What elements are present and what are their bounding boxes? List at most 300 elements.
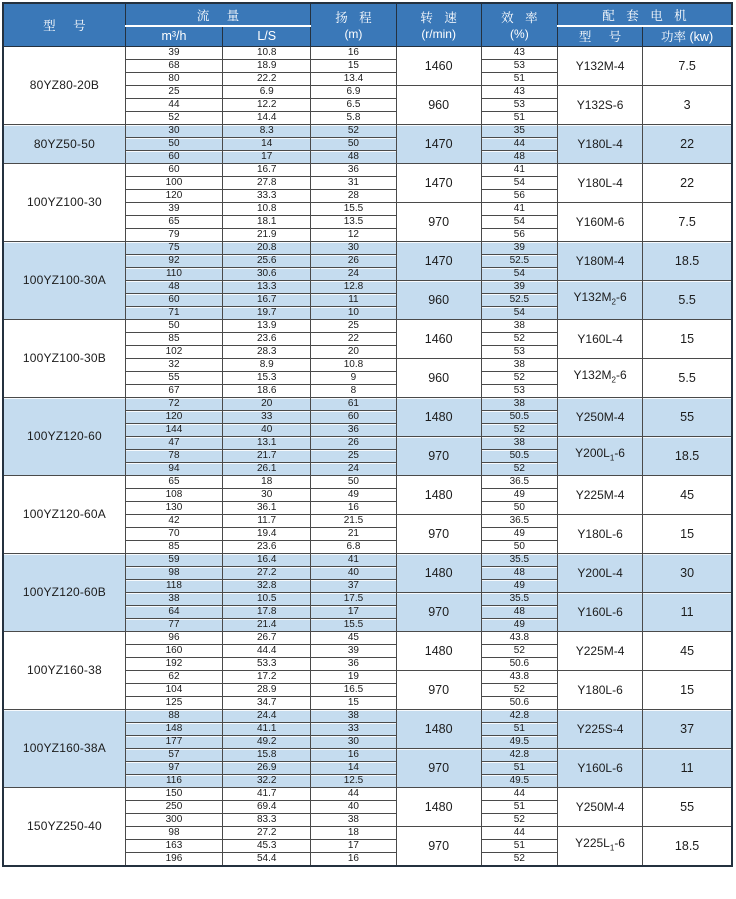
head-cell: 45 xyxy=(311,631,396,644)
header-efficiency-label: 效 率 xyxy=(501,11,542,26)
flow-ls-cell: 18.6 xyxy=(223,384,311,397)
flow-m3h-cell: 47 xyxy=(125,436,222,449)
flow-m3h-cell: 102 xyxy=(125,345,222,358)
flow-ls-cell: 27.2 xyxy=(223,826,311,839)
flow-m3h-cell: 94 xyxy=(125,462,222,475)
head-cell: 33 xyxy=(311,722,396,735)
head-cell: 10 xyxy=(311,306,396,319)
flow-ls-cell: 16.4 xyxy=(223,553,311,566)
header-efficiency xyxy=(481,3,557,46)
flow-ls-cell: 26.7 xyxy=(223,631,311,644)
head-cell: 6.8 xyxy=(311,540,396,553)
efficiency-cell: 53 xyxy=(481,345,557,358)
efficiency-cell: 44 xyxy=(481,137,557,150)
speed-cell: 1460 xyxy=(396,319,481,358)
motor-power-cell: 37 xyxy=(643,709,732,748)
flow-ls-cell: 34.7 xyxy=(223,696,311,709)
flow-ls-cell: 30.6 xyxy=(223,267,311,280)
efficiency-cell: 38 xyxy=(481,319,557,332)
head-cell: 40 xyxy=(311,800,396,813)
flow-ls-cell: 28.9 xyxy=(223,683,311,696)
motor-model-cell: Y225M-4 xyxy=(557,631,642,670)
model-cell: 100YZ120-60A xyxy=(3,475,125,553)
head-cell: 31 xyxy=(311,176,396,189)
motor-power-cell: 18.5 xyxy=(643,241,732,280)
flow-m3h-cell: 118 xyxy=(125,579,222,592)
flow-ls-cell: 6.9 xyxy=(223,85,311,98)
flow-m3h-cell: 75 xyxy=(125,241,222,254)
efficiency-cell: 50.6 xyxy=(481,657,557,670)
flow-m3h-cell: 60 xyxy=(125,163,222,176)
flow-ls-cell: 14 xyxy=(223,137,311,150)
model-cell: 100YZ120-60 xyxy=(3,397,125,475)
head-cell: 15.5 xyxy=(311,618,396,631)
motor-model-cell: $Y132M_2-6$ xyxy=(557,358,642,397)
flow-m3h-cell: 72 xyxy=(125,397,222,410)
flow-ls-cell: 30 xyxy=(223,488,311,501)
head-cell: 44 xyxy=(311,787,396,800)
model-cell: 100YZ160-38A xyxy=(3,709,125,787)
head-cell: 24 xyxy=(311,267,396,280)
efficiency-cell: 51 xyxy=(481,72,557,85)
head-cell: 61 xyxy=(311,397,396,410)
head-cell: 5.8 xyxy=(311,111,396,124)
flow-m3h-cell: 60 xyxy=(125,293,222,306)
speed-cell: 970 xyxy=(396,748,481,787)
motor-model-cell: Y160L-6 xyxy=(557,748,642,787)
flow-ls-cell: 22.2 xyxy=(223,72,311,85)
efficiency-cell: 44 xyxy=(481,787,557,800)
table-row xyxy=(3,163,732,176)
flow-ls-cell: 54.4 xyxy=(223,852,311,866)
flow-ls-cell: 32.2 xyxy=(223,774,311,787)
head-cell: 17 xyxy=(311,605,396,618)
speed-cell: 970 xyxy=(396,670,481,709)
flow-ls-cell: 8.9 xyxy=(223,358,311,371)
flow-ls-cell: 21.9 xyxy=(223,228,311,241)
flow-m3h-cell: 48 xyxy=(125,280,222,293)
flow-ls-cell: 36.1 xyxy=(223,501,311,514)
table-row xyxy=(3,46,732,59)
efficiency-cell: 36.5 xyxy=(481,475,557,488)
flow-ls-cell: 17 xyxy=(223,150,311,163)
motor-power-cell: 7.5 xyxy=(643,46,732,85)
header-flow-m3h: m³/h xyxy=(125,26,222,46)
head-cell: 14 xyxy=(311,761,396,774)
flow-m3h-cell: 196 xyxy=(125,852,222,866)
efficiency-cell: 38 xyxy=(481,358,557,371)
speed-cell: 970 xyxy=(396,202,481,241)
flow-m3h-cell: 65 xyxy=(125,475,222,488)
head-cell: 30 xyxy=(311,735,396,748)
head-cell: 25 xyxy=(311,319,396,332)
flow-m3h-cell: 116 xyxy=(125,774,222,787)
flow-ls-cell: 19.7 xyxy=(223,306,311,319)
efficiency-cell: 54 xyxy=(481,306,557,319)
model-cell: 100YZ160-38 xyxy=(3,631,125,709)
head-cell: 15.5 xyxy=(311,202,396,215)
flow-m3h-cell: 108 xyxy=(125,488,222,501)
model-cell: 100YZ120-60B xyxy=(3,553,125,631)
flow-ls-cell: 27.2 xyxy=(223,566,311,579)
flow-ls-cell: 16.7 xyxy=(223,293,311,306)
efficiency-cell: 56 xyxy=(481,189,557,202)
header-head-label: 扬 程 xyxy=(335,11,376,26)
flow-ls-cell: 18.1 xyxy=(223,215,311,228)
flow-m3h-cell: 98 xyxy=(125,826,222,839)
motor-power-cell: 22 xyxy=(643,163,732,202)
efficiency-cell: 39 xyxy=(481,280,557,293)
flow-ls-cell: 18 xyxy=(223,475,311,488)
motor-model-cell: Y180L-6 xyxy=(557,514,642,553)
head-cell: 36 xyxy=(311,423,396,436)
flow-m3h-cell: 78 xyxy=(125,449,222,462)
head-cell: 28 xyxy=(311,189,396,202)
flow-m3h-cell: 39 xyxy=(125,202,222,215)
efficiency-cell: 49.5 xyxy=(481,735,557,748)
efficiency-cell: 52 xyxy=(481,813,557,826)
efficiency-cell: 41 xyxy=(481,163,557,176)
efficiency-cell: 50.5 xyxy=(481,449,557,462)
efficiency-cell: 48 xyxy=(481,566,557,579)
flow-m3h-cell: 68 xyxy=(125,59,222,72)
flow-m3h-cell: 60 xyxy=(125,150,222,163)
model-cell: 100YZ100-30B xyxy=(3,319,125,397)
flow-ls-cell: 27.8 xyxy=(223,176,311,189)
speed-cell: 970 xyxy=(396,826,481,866)
flow-ls-cell: 26.9 xyxy=(223,761,311,774)
flow-ls-cell: 17.8 xyxy=(223,605,311,618)
head-cell: 21 xyxy=(311,527,396,540)
table-row xyxy=(3,631,732,644)
efficiency-cell: 50.5 xyxy=(481,410,557,423)
spec-table-body xyxy=(3,46,732,866)
speed-cell: 1470 xyxy=(396,163,481,202)
table-row xyxy=(3,709,732,722)
speed-cell: 960 xyxy=(396,85,481,124)
efficiency-cell: 52 xyxy=(481,644,557,657)
motor-model-cell: Y225S-4 xyxy=(557,709,642,748)
flow-ls-cell: 10.8 xyxy=(223,46,311,59)
efficiency-cell: 42.8 xyxy=(481,748,557,761)
flow-m3h-cell: 85 xyxy=(125,332,222,345)
efficiency-cell: 41 xyxy=(481,202,557,215)
flow-ls-cell: 20 xyxy=(223,397,311,410)
motor-model-cell: Y180L-4 xyxy=(557,163,642,202)
efficiency-cell: 43.8 xyxy=(481,631,557,644)
model-cell: 80YZ80-20B xyxy=(3,46,125,124)
head-cell: 40 xyxy=(311,566,396,579)
flow-ls-cell: 13.1 xyxy=(223,436,311,449)
motor-power-cell: 7.5 xyxy=(643,202,732,241)
head-cell: 60 xyxy=(311,410,396,423)
speed-cell: 1480 xyxy=(396,475,481,514)
flow-m3h-cell: 120 xyxy=(125,189,222,202)
flow-m3h-cell: 62 xyxy=(125,670,222,683)
table-row xyxy=(3,553,732,566)
efficiency-cell: 35.5 xyxy=(481,592,557,605)
efficiency-cell: 49 xyxy=(481,579,557,592)
flow-ls-cell: 18.9 xyxy=(223,59,311,72)
flow-m3h-cell: 150 xyxy=(125,787,222,800)
speed-cell: 960 xyxy=(396,280,481,319)
flow-m3h-cell: 130 xyxy=(125,501,222,514)
flow-m3h-cell: 98 xyxy=(125,566,222,579)
flow-m3h-cell: 100 xyxy=(125,176,222,189)
motor-model-cell: Y132S-6 xyxy=(557,85,642,124)
efficiency-cell: 43 xyxy=(481,46,557,59)
motor-power-cell: 22 xyxy=(643,124,732,163)
head-cell: 13.5 xyxy=(311,215,396,228)
header-row-1 xyxy=(3,3,732,26)
flow-ls-cell: 41.1 xyxy=(223,722,311,735)
flow-m3h-cell: 30 xyxy=(125,124,222,137)
efficiency-cell: 52 xyxy=(481,332,557,345)
speed-cell: 970 xyxy=(396,592,481,631)
flow-m3h-cell: 77 xyxy=(125,618,222,631)
flow-ls-cell: 24.4 xyxy=(223,709,311,722)
head-cell: 16 xyxy=(311,748,396,761)
head-cell: 49 xyxy=(311,488,396,501)
head-cell: 17 xyxy=(311,839,396,852)
model-cell: 150YZ250-40 xyxy=(3,787,125,866)
model-cell: 100YZ100-30A xyxy=(3,241,125,319)
efficiency-cell: 51 xyxy=(481,761,557,774)
speed-cell: 1470 xyxy=(396,241,481,280)
header-speed-unit: (r/min) xyxy=(421,27,456,42)
head-cell: 36 xyxy=(311,163,396,176)
motor-power-cell: 15 xyxy=(643,514,732,553)
flow-m3h-cell: 125 xyxy=(125,696,222,709)
efficiency-cell: 38 xyxy=(481,397,557,410)
efficiency-cell: 54 xyxy=(481,215,557,228)
head-cell: 22 xyxy=(311,332,396,345)
model-cell: 100YZ100-30 xyxy=(3,163,125,241)
motor-model-cell: Y132M-4 xyxy=(557,46,642,85)
flow-ls-cell: 15.8 xyxy=(223,748,311,761)
efficiency-cell: 51 xyxy=(481,800,557,813)
efficiency-cell: 51 xyxy=(481,839,557,852)
head-cell: 11 xyxy=(311,293,396,306)
motor-model-cell: Y160L-4 xyxy=(557,319,642,358)
flow-m3h-cell: 92 xyxy=(125,254,222,267)
flow-ls-cell: 16.7 xyxy=(223,163,311,176)
flow-m3h-cell: 44 xyxy=(125,98,222,111)
motor-power-cell: 45 xyxy=(643,475,732,514)
flow-m3h-cell: 25 xyxy=(125,85,222,98)
head-cell: 21.5 xyxy=(311,514,396,527)
flow-m3h-cell: 59 xyxy=(125,553,222,566)
motor-model-cell: Y200L-4 xyxy=(557,553,642,592)
efficiency-cell: 49 xyxy=(481,488,557,501)
motor-power-cell: 15 xyxy=(643,319,732,358)
efficiency-cell: 52 xyxy=(481,683,557,696)
efficiency-cell: 56 xyxy=(481,228,557,241)
efficiency-cell: 50.6 xyxy=(481,696,557,709)
motor-model-cell: Y160M-6 xyxy=(557,202,642,241)
head-cell: 17.5 xyxy=(311,592,396,605)
flow-m3h-cell: 177 xyxy=(125,735,222,748)
flow-ls-cell: 45.3 xyxy=(223,839,311,852)
head-cell: 37 xyxy=(311,579,396,592)
head-cell: 38 xyxy=(311,813,396,826)
efficiency-cell: 35 xyxy=(481,124,557,137)
head-cell: 13.4 xyxy=(311,72,396,85)
header-flow-ls: L/S xyxy=(223,26,311,46)
flow-m3h-cell: 300 xyxy=(125,813,222,826)
head-cell: 25 xyxy=(311,449,396,462)
speed-cell: 960 xyxy=(396,358,481,397)
flow-ls-cell: 10.8 xyxy=(223,202,311,215)
flow-ls-cell: 83.3 xyxy=(223,813,311,826)
motor-model-cell: Y180M-4 xyxy=(557,241,642,280)
header-motor: 配 套 电 机 xyxy=(557,3,732,26)
flow-ls-cell: 33 xyxy=(223,410,311,423)
speed-cell: 1480 xyxy=(396,553,481,592)
efficiency-cell: 52.5 xyxy=(481,254,557,267)
efficiency-cell: 51 xyxy=(481,111,557,124)
flow-ls-cell: 53.3 xyxy=(223,657,311,670)
flow-m3h-cell: 50 xyxy=(125,319,222,332)
head-cell: 16 xyxy=(311,46,396,59)
flow-ls-cell: 33.3 xyxy=(223,189,311,202)
head-cell: 26 xyxy=(311,436,396,449)
efficiency-cell: 53 xyxy=(481,59,557,72)
motor-power-cell: 5.5 xyxy=(643,358,732,397)
motor-power-cell: 15 xyxy=(643,670,732,709)
efficiency-cell: 53 xyxy=(481,98,557,111)
flow-ls-cell: 14.4 xyxy=(223,111,311,124)
flow-m3h-cell: 144 xyxy=(125,423,222,436)
head-cell: 38 xyxy=(311,709,396,722)
flow-m3h-cell: 192 xyxy=(125,657,222,670)
table-row xyxy=(3,787,732,800)
flow-m3h-cell: 67 xyxy=(125,384,222,397)
pump-spec-table xyxy=(2,2,733,867)
flow-ls-cell: 25.6 xyxy=(223,254,311,267)
motor-model-cell: Y180L-6 xyxy=(557,670,642,709)
head-cell: 12.8 xyxy=(311,280,396,293)
flow-m3h-cell: 50 xyxy=(125,137,222,150)
flow-m3h-cell: 71 xyxy=(125,306,222,319)
header-model: 型 号 xyxy=(3,3,125,46)
header-head-unit: (m) xyxy=(344,27,363,42)
header-motor-power: 功率 (kw) xyxy=(643,26,732,46)
flow-m3h-cell: 42 xyxy=(125,514,222,527)
speed-cell: 1480 xyxy=(396,787,481,826)
head-cell: 50 xyxy=(311,137,396,150)
motor-power-cell: 3 xyxy=(643,85,732,124)
flow-ls-cell: 13.3 xyxy=(223,280,311,293)
efficiency-cell: 52 xyxy=(481,371,557,384)
table-row xyxy=(3,319,732,332)
table-header xyxy=(3,3,732,46)
flow-m3h-cell: 104 xyxy=(125,683,222,696)
efficiency-cell: 52 xyxy=(481,462,557,475)
flow-m3h-cell: 57 xyxy=(125,748,222,761)
flow-m3h-cell: 38 xyxy=(125,592,222,605)
flow-ls-cell: 26.1 xyxy=(223,462,311,475)
flow-m3h-cell: 70 xyxy=(125,527,222,540)
flow-m3h-cell: 88 xyxy=(125,709,222,722)
head-cell: 39 xyxy=(311,644,396,657)
flow-ls-cell: 40 xyxy=(223,423,311,436)
flow-ls-cell: 23.6 xyxy=(223,540,311,553)
table-row xyxy=(3,397,732,410)
model-cell: 80YZ50-50 xyxy=(3,124,125,163)
head-cell: 18 xyxy=(311,826,396,839)
motor-model-cell: Y160L-6 xyxy=(557,592,642,631)
table-row xyxy=(3,475,732,488)
flow-ls-cell: 69.4 xyxy=(223,800,311,813)
header-flow: 流 量 xyxy=(125,3,311,26)
flow-m3h-cell: 52 xyxy=(125,111,222,124)
efficiency-cell: 35.5 xyxy=(481,553,557,566)
header-speed-label: 转 速 xyxy=(420,11,461,26)
head-cell: 16.5 xyxy=(311,683,396,696)
head-cell: 20 xyxy=(311,345,396,358)
efficiency-cell: 50 xyxy=(481,501,557,514)
flow-ls-cell: 21.7 xyxy=(223,449,311,462)
speed-cell: 970 xyxy=(396,436,481,475)
flow-m3h-cell: 79 xyxy=(125,228,222,241)
motor-model-cell: Y180L-4 xyxy=(557,124,642,163)
flow-ls-cell: 49.2 xyxy=(223,735,311,748)
head-cell: 24 xyxy=(311,462,396,475)
header-head xyxy=(311,3,396,46)
head-cell: 52 xyxy=(311,124,396,137)
flow-ls-cell: 19.4 xyxy=(223,527,311,540)
efficiency-cell: 48 xyxy=(481,605,557,618)
flow-m3h-cell: 96 xyxy=(125,631,222,644)
flow-m3h-cell: 250 xyxy=(125,800,222,813)
head-cell: 16 xyxy=(311,501,396,514)
head-cell: 26 xyxy=(311,254,396,267)
flow-m3h-cell: 148 xyxy=(125,722,222,735)
speed-cell: 1460 xyxy=(396,46,481,85)
speed-cell: 970 xyxy=(396,514,481,553)
flow-ls-cell: 28.3 xyxy=(223,345,311,358)
efficiency-cell: 54 xyxy=(481,267,557,280)
flow-m3h-cell: 163 xyxy=(125,839,222,852)
head-cell: 19 xyxy=(311,670,396,683)
efficiency-cell: 52 xyxy=(481,852,557,866)
motor-power-cell: 18.5 xyxy=(643,826,732,866)
head-cell: 9 xyxy=(311,371,396,384)
flow-ls-cell: 41.7 xyxy=(223,787,311,800)
header-efficiency-unit: (%) xyxy=(510,27,529,42)
efficiency-cell: 48 xyxy=(481,150,557,163)
flow-m3h-cell: 120 xyxy=(125,410,222,423)
flow-ls-cell: 15.3 xyxy=(223,371,311,384)
efficiency-cell: 50 xyxy=(481,540,557,553)
table-row xyxy=(3,241,732,254)
flow-ls-cell: 23.6 xyxy=(223,332,311,345)
efficiency-cell: 49.5 xyxy=(481,774,557,787)
efficiency-cell: 43.8 xyxy=(481,670,557,683)
head-cell: 6.5 xyxy=(311,98,396,111)
motor-model-cell: Y225M-4 xyxy=(557,475,642,514)
flow-m3h-cell: 32 xyxy=(125,358,222,371)
flow-m3h-cell: 65 xyxy=(125,215,222,228)
flow-m3h-cell: 80 xyxy=(125,72,222,85)
flow-ls-cell: 8.3 xyxy=(223,124,311,137)
flow-ls-cell: 10.5 xyxy=(223,592,311,605)
flow-ls-cell: 44.4 xyxy=(223,644,311,657)
motor-power-cell: 45 xyxy=(643,631,732,670)
flow-ls-cell: 12.2 xyxy=(223,98,311,111)
efficiency-cell: 52.5 xyxy=(481,293,557,306)
